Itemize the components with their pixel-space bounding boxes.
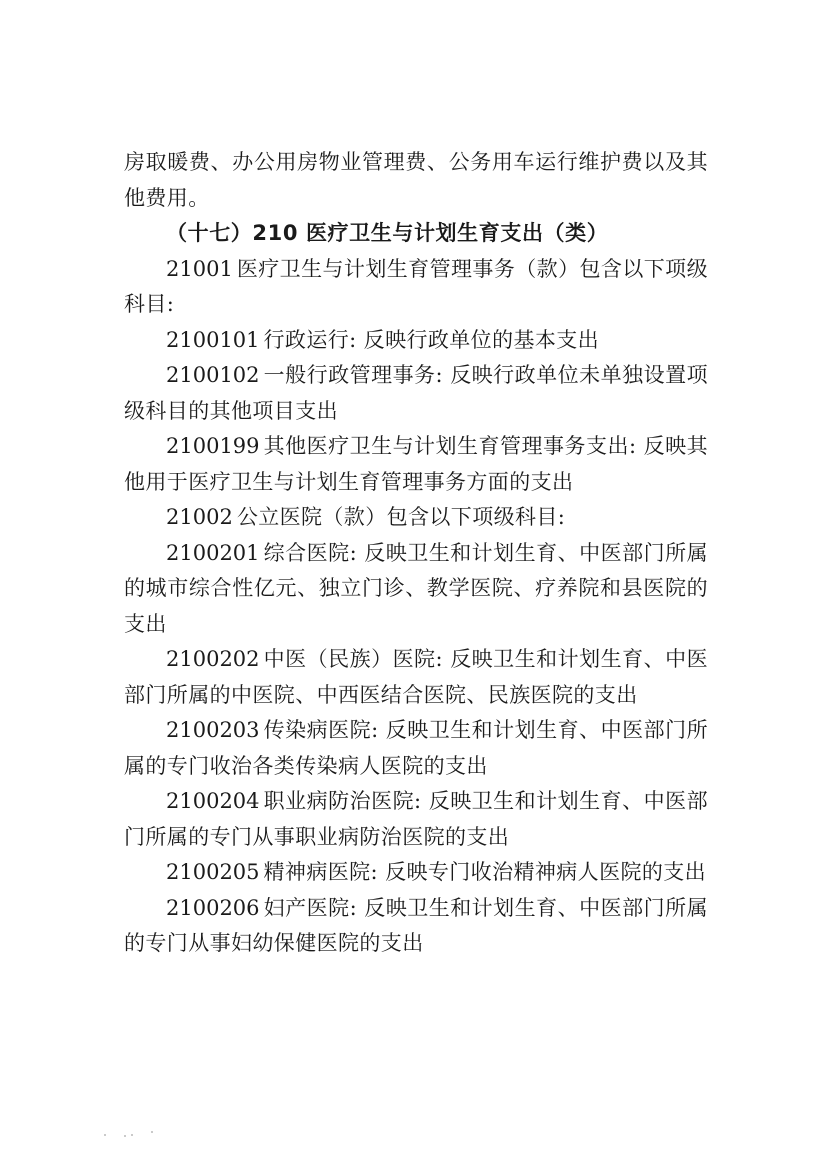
paragraph-continuation xyxy=(124,145,708,216)
paragraph-text: 房取暖费、办公用房物业管理费、公务用车运行维护费以及其他费用。 xyxy=(124,150,708,210)
item-code: 2100205 xyxy=(166,860,260,884)
item-code: 2100202 xyxy=(166,647,260,671)
section-heading xyxy=(124,216,708,252)
item-code: 2100203 xyxy=(166,718,260,742)
item-text: 综合医院: 反映卫生和计划生育、中医部门所属的城市综合性亿元、独立门诊、教学医院、疗养院和县医院的支出 xyxy=(124,540,708,636)
item-code: 21001 xyxy=(166,256,233,281)
scan-speck xyxy=(151,1131,153,1133)
paragraph-item xyxy=(124,891,708,962)
item-code: 2100199 xyxy=(166,434,260,458)
item-text: 公立医院（款）包含以下项级科目: xyxy=(236,505,566,529)
item-code: 2100201 xyxy=(166,540,260,565)
paragraph-item xyxy=(124,784,708,855)
item-text: 其他医疗卫生与计划生育管理事务支出: 反映其他用于医疗卫生与计划生育管理事务方面的支出 xyxy=(124,434,708,494)
item-code: 2100102 xyxy=(166,363,260,387)
item-code: 21002 xyxy=(166,505,233,529)
paragraph-item xyxy=(124,855,708,891)
paragraph-item xyxy=(124,713,708,784)
item-text: 精神病医院: 反映专门收治精神病人医院的支出 xyxy=(263,860,707,884)
document-body xyxy=(124,145,708,962)
paragraph-item xyxy=(124,252,708,323)
paragraph-item xyxy=(124,500,708,536)
item-text: 一般行政管理事务: 反映行政单位未单独设置项级科目的其他项目支出 xyxy=(124,363,708,423)
item-text: 医疗卫生与计划生育管理事务（款）包含以下项级科目: xyxy=(124,256,708,316)
scan-speck xyxy=(131,1134,133,1136)
item-text: 传染病医院: 反映卫生和计划生育、中医部门所属的专门收治各类传染病人医院的支出 xyxy=(124,718,708,778)
section-heading-text: （十七）210 医疗卫生与计划生育支出（类） xyxy=(166,221,609,245)
paragraph-item xyxy=(124,642,708,713)
item-text: 行政运行: 反映行政单位的基本支出 xyxy=(263,327,600,352)
paragraph-item xyxy=(124,358,708,429)
item-code: 2100206 xyxy=(166,895,260,920)
paragraph-item xyxy=(124,323,708,359)
paragraph-item xyxy=(124,429,708,500)
scan-speck xyxy=(104,1134,106,1136)
item-text: 中医（民族）医院: 反映卫生和计划生育、中医部门所属的中医院、中西医结合医院、民族医院的支出 xyxy=(124,647,708,707)
scan-speck xyxy=(124,1135,126,1137)
item-text: 妇产医院: 反映卫生和计划生育、中医部门所属的专门从事妇幼保健医院的支出 xyxy=(124,895,708,955)
item-code: 2100101 xyxy=(166,327,260,352)
paragraph-item xyxy=(124,536,708,643)
scan-specks-decoration xyxy=(100,1130,160,1140)
item-code: 2100204 xyxy=(166,789,260,813)
item-text: 职业病防治医院: 反映卫生和计划生育、中医部门所属的专门从事职业病防治医院的支出 xyxy=(124,789,708,849)
